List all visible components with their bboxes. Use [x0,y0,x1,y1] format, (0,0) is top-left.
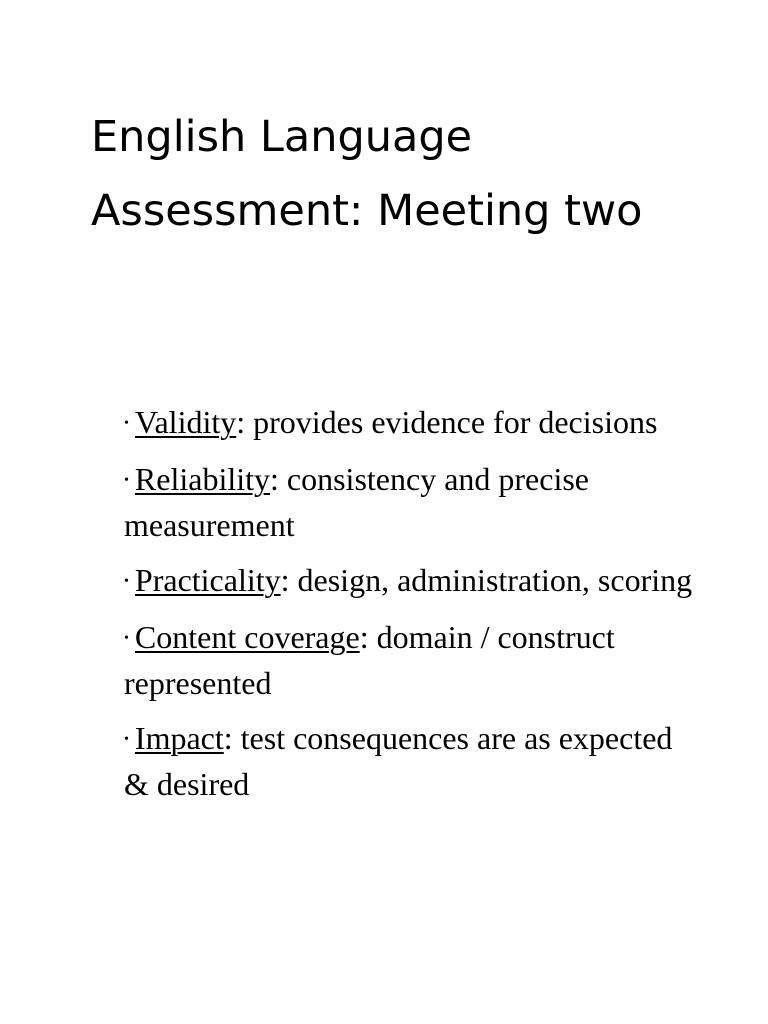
bullet-list [124,400,694,817]
bullet-separator: : [223,720,233,756]
bullet-separator: : [236,404,246,440]
bullet-marker: • [124,416,129,431]
bullet-item-content-coverage [124,615,694,705]
bullet-separator: : [359,619,369,655]
bullet-term: Content coverage [134,619,360,655]
bullet-term: Impact [134,720,224,756]
bullet-description: design, administration, scoring [289,562,693,598]
bullet-description: consistency and precise measurement [124,461,589,543]
bullet-marker: • [124,473,129,488]
bullet-term: Validity [134,404,237,440]
bullet-description: provides evidence for decisions [245,404,658,440]
bullet-item-validity [124,400,694,446]
bullet-description: test consequences are as expected & desired [124,720,673,802]
bullet-separator: : [270,461,279,497]
bullet-separator: : [280,562,290,598]
bullet-description: domain / construct represented [124,619,615,701]
bullet-term: Reliability [134,461,270,497]
bullet-term: Practicality [134,562,281,598]
bullet-item-practicality [124,558,694,604]
bullet-item-impact [124,716,694,806]
bullet-marker: • [124,732,129,747]
bullet-marker: • [124,631,129,646]
bullet-item-reliability [124,457,694,547]
slide-title: English Language Assessment: Meeting two [91,112,643,236]
bullet-marker: • [124,574,129,589]
